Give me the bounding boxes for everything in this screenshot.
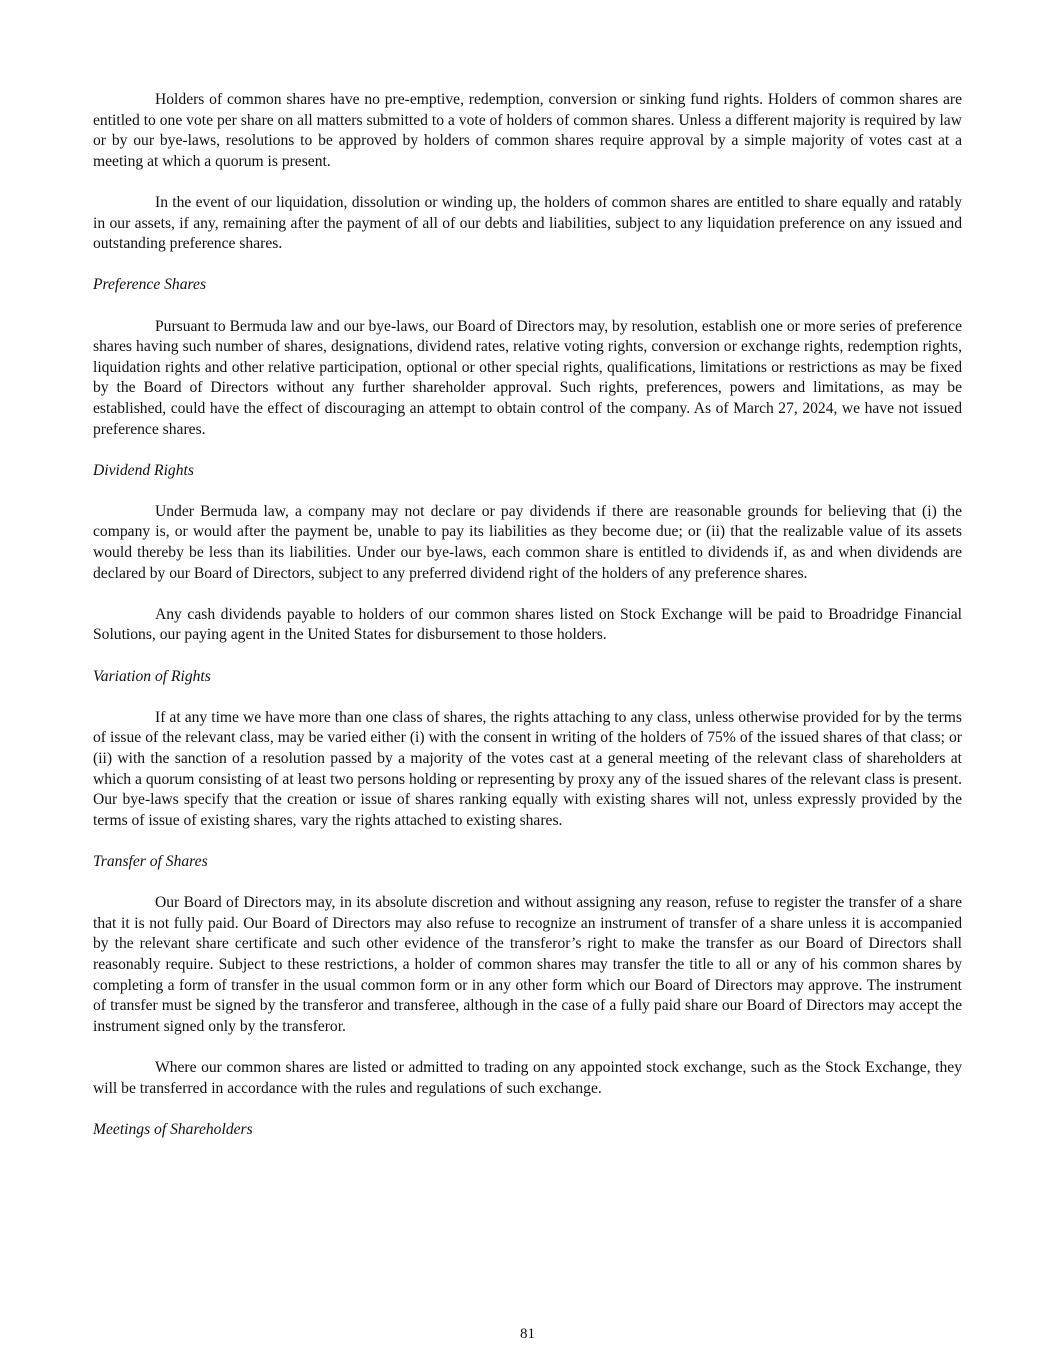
heading-preference-shares: Preference Shares xyxy=(93,276,207,294)
spacer xyxy=(93,172,962,193)
paragraph-dividend-rights: Under Bermuda law, a company may not declare or pay dividends if there are reasonable grounds for believing that (i) the company is, or would after the payment be, unable to pay its liabilities as they become due; or (ii) that the realizable value of its assets would thereby be less than its liabilities. Under our bye-laws, each common share is entitled to dividends if, as and when dividends are declared by our Board of Directors, subject to any preferred dividend right of the holders of any preference shares. xyxy=(93,502,962,582)
paragraph-shareholder-rights: Holders of common shares have no pre-emptive, redemption, conversion or sinking fund rights. Holders of common shares are entitled to one vote per share on all matters submitted to a vote of holders of common shares. Unless a different majority is required by law or by our bye-laws, resolutions to be approved by holders of common shares require approval by a simple majority of votes cast at a meeting at which a quorum is present. xyxy=(93,91,962,170)
spacer xyxy=(93,1037,962,1058)
heading-transfer-of-shares: Transfer of Shares xyxy=(93,852,208,870)
paragraph-preference-shares: Pursuant to Bermuda law and our bye-laws, our Board of Directors may, by resolution, establish one or more series of preference shares having such number of shares, designations, dividend rates, relative voting rights, conversion or exchange rights, redemption rights, liquidation rights and other relative participation, optional or other special rights, qualifications, limitations or restrictions as may be fixed by the Board of Directors without any further shareholder approval. Such rights, preferences, powers and limitations, as may be established, could have the effect of discouraging an attempt to obtain control of the company. As of March 27, 2024, we have not issued preference shares. xyxy=(93,317,962,438)
spacer xyxy=(93,255,962,276)
paragraph-stock-exchange-transfer: Where our common shares are listed or admitted to trading on any appointed stock exchange, such as the Stock Exchange, they will be transferred in accordance with the rules and regulations of such exchange. xyxy=(93,1058,962,1097)
heading-variation-of-rights: Variation of Rights xyxy=(93,667,211,685)
paragraph-variation-of-rights: If at any time we have more than one class of shares, the rights attaching to any class, unless otherwise provided for by the terms of issue of the relevant class, may be varied either (i) with the consent in writing of the holders of 75% of the issued shares of that class; or (ii) with the sanction of a resolution passed by a majority of the votes cast at a general meeting of the relevant class of shareholders at which a quorum consisting of at least two persons holding or representing by proxy any of the issued shares of the relevant class is present. Our bye-laws specify that the creation or issue of shares ranking equally with existing shares will not, unless expressly provided by the terms of issue of existing shares, vary the rights attached to existing shares. xyxy=(93,708,962,829)
paragraph-liquidation: In the event of our liquidation, dissolution or winding up, the holders of common shares are entitled to share equally and ratably in our assets, if any, remaining after the payment of all of our debts and liabilities, subject to any liquidation preference on any issued and outstanding preference shares. xyxy=(93,193,962,253)
spacer xyxy=(93,440,962,461)
spacer xyxy=(93,873,962,894)
spacer xyxy=(93,646,962,667)
page-number: 81 xyxy=(520,1326,535,1342)
document-body xyxy=(93,90,962,1140)
spacer xyxy=(93,687,962,708)
paragraph-transfer-of-shares: Our Board of Directors may, in its absolute discretion and without assigning any reason, refuse to register the transfer of a share that it is not fully paid. Our Board of Directors may also refuse to recognize an instrument of transfer of a share unless it is accompanied by the relevant share certificate and such other evidence of the transferor’s right to make the transfer as our Board of Directors shall reasonably require. Subject to these restrictions, a holder of common shares may transfer the title to all or any of his common shares by completing a form of transfer in the usual common form or in any other form which our Board of Directors may approve. The instrument of transfer must be signed by the transferor and transferee, although in the case of a fully paid share our Board of Directors may accept the instrument signed only by the transferor. xyxy=(93,894,962,1035)
spacer xyxy=(93,481,962,502)
spacer xyxy=(93,1099,962,1120)
paragraph-cash-dividends: Any cash dividends payable to holders of our common shares listed on Stock Exchange will be paid to Broadridge Financial Solutions, our paying agent in the United States for disbursement to those holders. xyxy=(93,605,962,644)
heading-meetings-of-shareholders: Meetings of Shareholders xyxy=(93,1120,253,1138)
spacer xyxy=(93,831,962,852)
spacer xyxy=(93,584,962,605)
spacer xyxy=(93,296,962,317)
heading-dividend-rights: Dividend Rights xyxy=(93,461,194,479)
